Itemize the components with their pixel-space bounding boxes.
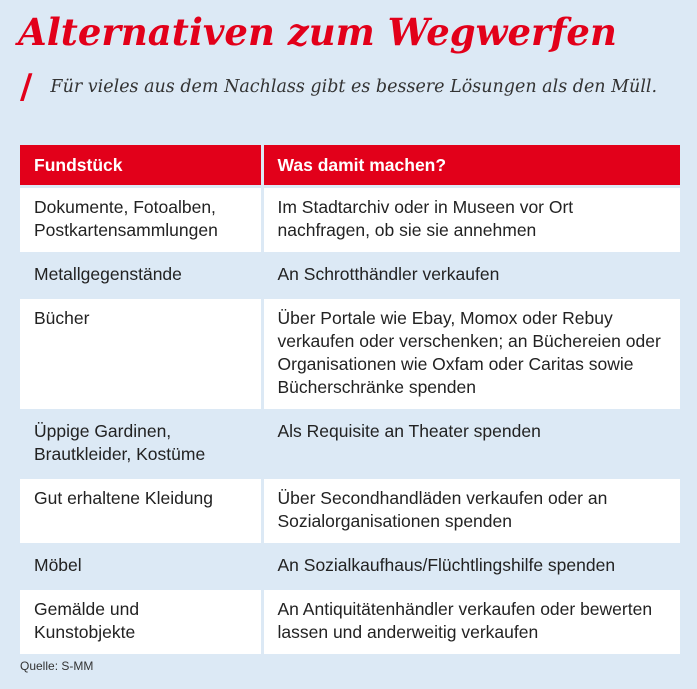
source-note: Quelle: S-MM	[20, 659, 94, 673]
item-cell: Üppige Gardinen, Brautkleider, Kostüme	[20, 411, 262, 478]
item-cell: Gut erhaltene Kleidung	[20, 478, 262, 545]
item-cell: Metallgegenstände	[20, 254, 262, 298]
action-cell: Über Secondhandläden verkaufen oder an Sozialorganisationen spenden	[262, 478, 680, 545]
action-cell: Über Portale wie Ebay, Momox oder Rebuy verkaufen oder verschenken; an Büchereien oder Organisationen wie Oxfam oder Caritas sowie Bücherschränke spenden	[262, 298, 680, 411]
subtitle: Für vieles aus dem Nachlass gibt es bessere Lösungen als den Müll.	[50, 77, 658, 97]
table-row	[20, 478, 680, 545]
table-header-row	[20, 145, 680, 187]
slash-marker: /	[20, 67, 33, 107]
page-title: Alternativen zum Wegwerfen	[18, 10, 617, 54]
item-cell: Dokumente, Fotoalben, Postkartensammlungen	[20, 187, 262, 254]
alternatives-table	[20, 145, 680, 654]
table-row	[20, 254, 680, 298]
item-cell: Gemälde und Kunstobjekte	[20, 589, 262, 655]
item-cell: Möbel	[20, 545, 262, 589]
action-cell: An Schrotthändler verkaufen	[262, 254, 680, 298]
action-cell: Als Requisite an Theater spenden	[262, 411, 680, 478]
action-cell: Im Stadtarchiv oder in Museen vor Ort nachfragen, ob sie sie annehmen	[262, 187, 680, 254]
table-row	[20, 545, 680, 589]
table-row	[20, 187, 680, 254]
column-header-item: Fundstück	[20, 145, 262, 187]
table-row	[20, 411, 680, 478]
item-cell: Bücher	[20, 298, 262, 411]
action-cell: An Antiquitätenhändler verkaufen oder bewerten lassen und anderweitig verkaufen	[262, 589, 680, 655]
action-cell: An Sozialkaufhaus/Flüchtlingshilfe spenden	[262, 545, 680, 589]
table-row	[20, 298, 680, 411]
column-header-action: Was damit machen?	[262, 145, 680, 187]
subtitle-row	[20, 67, 658, 107]
table-row	[20, 589, 680, 655]
